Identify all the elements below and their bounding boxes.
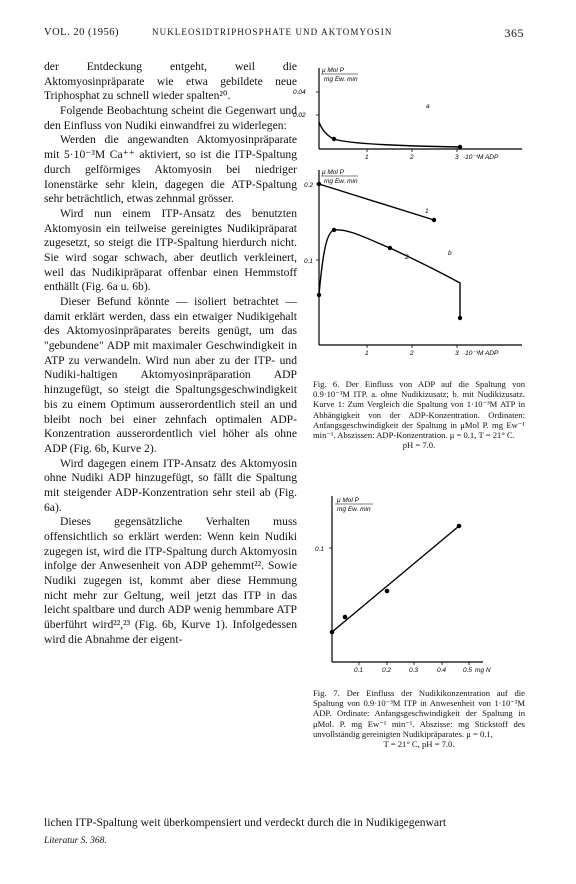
fig7-caption-end: T = 21° C, pH = 7.0. [383, 739, 455, 750]
fig6a-ytick: 0.04 [293, 89, 306, 96]
fig6b-panel-label: b [448, 250, 452, 257]
paragraph: der Entdeckung entgeht, weil die Aktomyosinpräparate wie etwa gebildete neue Triphosphat zu schnell wieder spalten²⁰. [44, 60, 297, 103]
fig6a-curve [319, 122, 460, 147]
fig6b-point [332, 228, 336, 232]
figure-7 [315, 490, 525, 680]
fig7-caption [313, 688, 525, 749]
fig6b-ytick: 0.1 [304, 258, 314, 265]
fig6b-xunit: ·10⁻³M ADP [463, 350, 499, 357]
paragraph: Folgende Beobachtung scheint die Gegenwart und den Einfluss von Nudiki einwandfrei zu widerlegen: [44, 104, 297, 132]
paragraph: Wird dagegen einem ITP-Ansatz des Aktomyosin ohne Nudiki ADP hinzugefügt, so fällt die Spaltung mit steigender ADP-Konzentration sehr steil ab (Fig. 6a). [44, 456, 297, 514]
fig7-point [457, 524, 462, 529]
fig7-xtick: 0.3 [409, 667, 419, 674]
fig6b-point [317, 293, 321, 297]
fig6-caption-end: pH = 7.0. [402, 440, 436, 451]
fig6b-panel [304, 169, 522, 357]
fig6a-panel-label: a [426, 103, 430, 110]
fig7-ylabel-top: μ Mol P [337, 497, 359, 504]
fig6b-curve-label: 2 [405, 254, 409, 261]
full-width-line: lichen ITP-Spaltung weit überkompensiert und verdeckt durch die in Nudikigegenwart [44, 816, 447, 829]
fig7-xtick: 0.5 [463, 667, 473, 674]
fig6b-point [432, 218, 436, 222]
fig7-caption-text: Fig. 7. Der Einfluss der Nudikikonzentration auf die Spaltung von 0.9·10⁻³M ITP in Anwesenheit von 1·10⁻³M ADP. Ordinate: Anfangsgeschwindigkeit der Spaltung in μMol. P. mg Ew⁻¹ min⁻¹. Abszisse: mg Stickstoff des unvollständig gereinigten Nudikipräparates. μ = 0.1, [313, 688, 525, 739]
fig6b-curve-2 [319, 230, 460, 318]
fig6a-ylabel-top: μ Mol P [322, 67, 344, 74]
fig6a-xtick: 1 [365, 154, 369, 161]
fig6b-xtick: 3 [455, 350, 459, 357]
fig7-xtick: 0.2 [382, 667, 392, 674]
fig7-xunit: mg N [475, 667, 491, 674]
fig6a-ylabel-bottom: mg Ew. min [324, 76, 358, 83]
fig6b-curve-1 [319, 184, 434, 220]
paragraph: Dieser Befund könnte — isoliert betrachtet — damit erklärt werden, dass ein etwaiger Nudikigehalt des Aktomyosinpräparates bereits genügt, um das "gebundene" ADP mit maximaler Geschwindigkeit in ATP zu verwandeln. Wird nun aber zu der ITP- und Nudiki-haltigen Aktomyosinpräparation ADP hinzugefügt, so steigt die Spaltungsgeschwindigkeit bis zu einem Optimum ausserordentlich steil an und bleibt noch bei einer zehnfach optimalen ADP-Konzentration ausserordentlich viel höher als ohne ADP (Fig. 6b, Kurve 2). [44, 295, 297, 455]
volume-info: VOL. 20 (1956) [44, 27, 119, 38]
fig6a-point [458, 145, 462, 149]
fig7-xtick: 0.4 [437, 667, 447, 674]
fig6a-xtick: 2 [410, 154, 414, 161]
fig6a-xunit: ·10⁻³M ADP [463, 154, 499, 161]
page-number: 365 [504, 26, 524, 40]
fig6a-point [332, 137, 336, 141]
fig7-ytick: 0.1 [315, 546, 325, 553]
fig6-caption-text: Fig. 6. Der Einfluss von ADP auf die Spaltung von 0.9·10⁻³M ITP. a. ohne Nudikizusatz; b. mit Nudikizusatz. Kurve 1: Zum Vergleich die Spaltung von 1·10⁻³M ATP in Abhängigkeit von der ADP-Konzentration. Ordinaten: Anfangsgeschwindigkeit der Spaltung in μMol P. mg Ew⁻¹ min⁻¹. Abszissen: ADP-Konzentration. μ = 0.1, T = 21° C. [313, 379, 525, 441]
fig7-ylabel-bottom: mg Ew. min [337, 506, 371, 513]
fig6b-point [458, 316, 462, 320]
fig6a-ytick: 0.02 [293, 112, 306, 119]
fig6b-point [388, 246, 392, 250]
fig7-point [330, 630, 335, 635]
fig6b-xtick: 2 [410, 350, 414, 357]
paragraph: Wird nun einem ITP-Ansatz des benutzten Aktomyosin ein teilweise gereinigtes Nudikipräparat zugesetzt, so steigt die ITP-Spaltung hierdurch nicht. Sie wird sogar schwach, aber deutlich verkleinert, weil das Nudikipräparat offenbar einen Hemmstoff enthällt (Fig. 6a u. 6b). [44, 206, 297, 294]
running-title: NUKLEOSIDTRIPHOSPHATE UND AKTOMYOSIN [152, 27, 393, 37]
fig7-fit-line [332, 526, 459, 632]
fig6b-point [317, 182, 321, 186]
fig6a-xtick: 3 [455, 154, 459, 161]
paragraph: Werden die angewandten Aktomyosinpräparate mit 5·10⁻³M Ca⁺⁺ aktiviert, so ist die ITP-Spaltung durch gelförmiges Aktomyosin bei niedriger Ionenstärke sehr klein, dagegen die ATP-Spaltung sehr beträchtlich, etwas zehnmal grösser. [44, 133, 297, 206]
fig6a-panel [293, 67, 522, 161]
paragraph: Dieses gegensätzliche Verhalten muss offensichtlich so erklärt werden: Wenn kein Nudiki zugegen ist, wird die ITP-Spaltung durch Aktomyosin infolge der Anwesenheit von ADP gehemmt²². Sowie Nudiki zugegen ist, kommt aber diese Hemmung nicht mehr zur Geltung, weil jetzt das ITP in das leicht spaltbare und durch ADP wenig hemmbare ATP überführt wird²²,²³ (Fig. 6b, Kurve 1). Infolgedessen wird die Abnahme der eigent- [44, 515, 297, 646]
fig6b-xtick: 1 [365, 350, 369, 357]
fig7-point [343, 615, 348, 620]
fig6b-curve-label: 1 [425, 208, 429, 215]
fig7-xtick: 0.1 [354, 667, 364, 674]
fig6-caption [313, 379, 525, 450]
fig6b-ylabel-bottom: mg Ew. min [324, 178, 358, 185]
fig7-point [385, 589, 390, 594]
fig6b-ytick: 0.2 [304, 182, 314, 189]
body-text-column [44, 60, 297, 648]
figure-6 [293, 60, 560, 360]
literature-footer: Literatur S. 368. [44, 836, 107, 846]
fig6b-ylabel-top: μ Mol P [322, 169, 344, 176]
